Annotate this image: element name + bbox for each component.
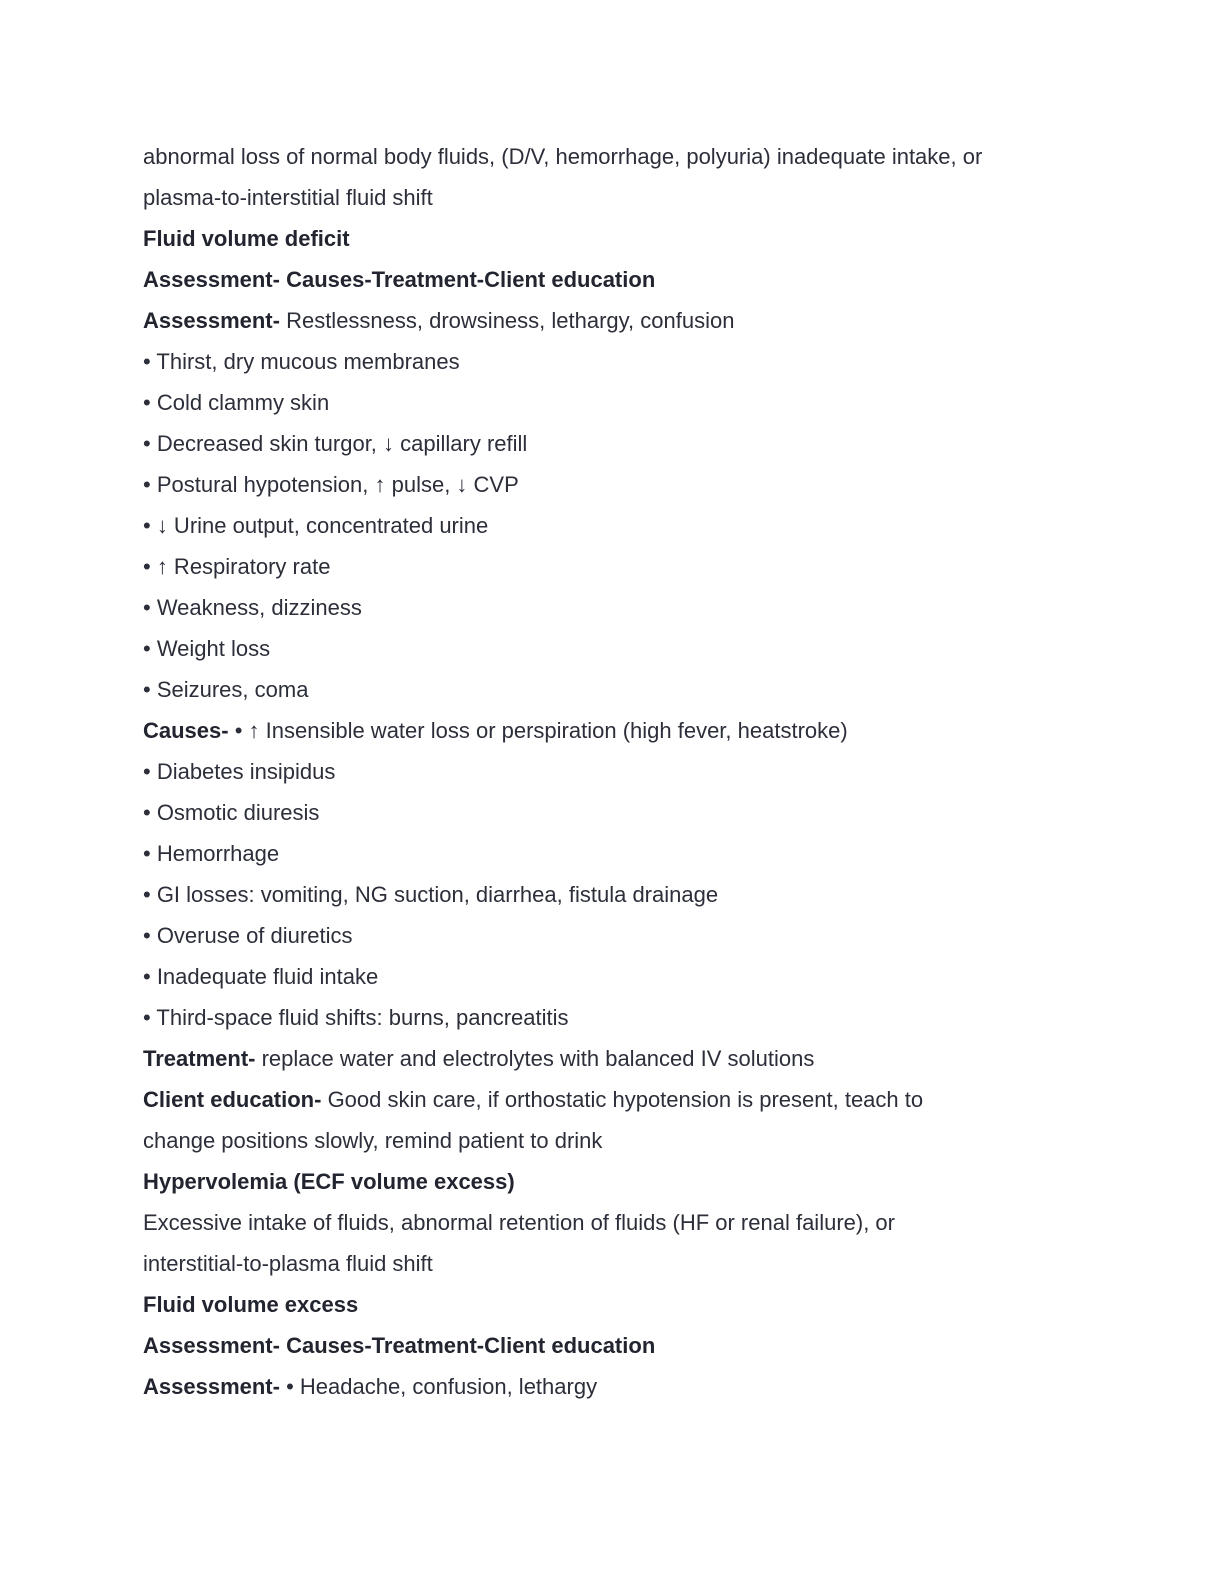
list-item: • Cold clammy skin: [143, 390, 330, 415]
deficit-heading: Fluid volume deficit: [143, 226, 350, 251]
deficit-assessment: [143, 300, 1083, 341]
deficit-education: [143, 1079, 1083, 1120]
deficit-education-continued: change positions slowly, remind patient to drink: [143, 1128, 603, 1153]
list-item: • Weakness, dizziness: [143, 595, 362, 620]
list-item: • Diabetes insipidus: [143, 759, 336, 784]
deficit-treatment-text: replace water and electrolytes with balanced IV solutions: [255, 1046, 815, 1071]
list-item: • Thirst, dry mucous membranes: [143, 349, 460, 374]
list-item: • Third-space fluid shifts: burns, pancreatitis: [143, 1005, 569, 1030]
intro-line-2: plasma-to-interstitial fluid shift: [143, 185, 433, 210]
deficit-assessment-text: Restlessness, drowsiness, lethargy, confusion: [279, 308, 735, 333]
list-item: • Osmotic diuresis: [143, 800, 320, 825]
deficit-education-text: Good skin care, if orthostatic hypotension is present, teach to: [321, 1087, 924, 1112]
deficit-treatment: [143, 1038, 1083, 1079]
excess-assessment-text: • Headache, confusion, lethargy: [279, 1374, 598, 1399]
list-item: • Seizures, coma: [143, 677, 309, 702]
excess-desc-line-1: Excessive intake of fluids, abnormal retention of fluids (HF or renal failure), or: [143, 1210, 895, 1235]
list-item: • Hemorrhage: [143, 841, 280, 866]
intro-line-1: abnormal loss of normal body fluids, (D/V, hemorrhage, polyuria) inadequate intake, or: [143, 144, 983, 169]
deficit-subheading: Assessment- Causes-Treatment-Client education: [143, 267, 656, 292]
list-item: • Inadequate fluid intake: [143, 964, 379, 989]
excess-assessment-label: Assessment-: [143, 1374, 280, 1399]
deficit-causes-text: • ↑ Insensible water loss or perspiration (high fever, heatstroke): [228, 718, 848, 743]
deficit-education-label: Client education-: [143, 1087, 322, 1112]
document-page: [143, 136, 1083, 1407]
excess-assessment: [143, 1366, 1083, 1407]
list-item: • ↑ Respiratory rate: [143, 554, 331, 579]
excess-desc-line-2: interstitial-to-plasma fluid shift: [143, 1251, 433, 1276]
excess-title: Hypervolemia (ECF volume excess): [143, 1169, 515, 1194]
deficit-treatment-label: Treatment-: [143, 1046, 256, 1071]
deficit-causes: [143, 710, 1083, 751]
list-item: • ↓ Urine output, concentrated urine: [143, 513, 489, 538]
list-item: • GI losses: vomiting, NG suction, diarrhea, fistula drainage: [143, 882, 719, 907]
deficit-assessment-label: Assessment-: [143, 308, 280, 333]
deficit-causes-label: Causes-: [143, 718, 229, 743]
list-item: • Overuse of diuretics: [143, 923, 353, 948]
excess-subheading: Assessment- Causes-Treatment-Client education: [143, 1333, 656, 1358]
excess-heading: Fluid volume excess: [143, 1292, 359, 1317]
list-item: • Postural hypotension, ↑ pulse, ↓ CVP: [143, 472, 519, 497]
list-item: • Decreased skin turgor, ↓ capillary refill: [143, 431, 528, 456]
list-item: • Weight loss: [143, 636, 271, 661]
